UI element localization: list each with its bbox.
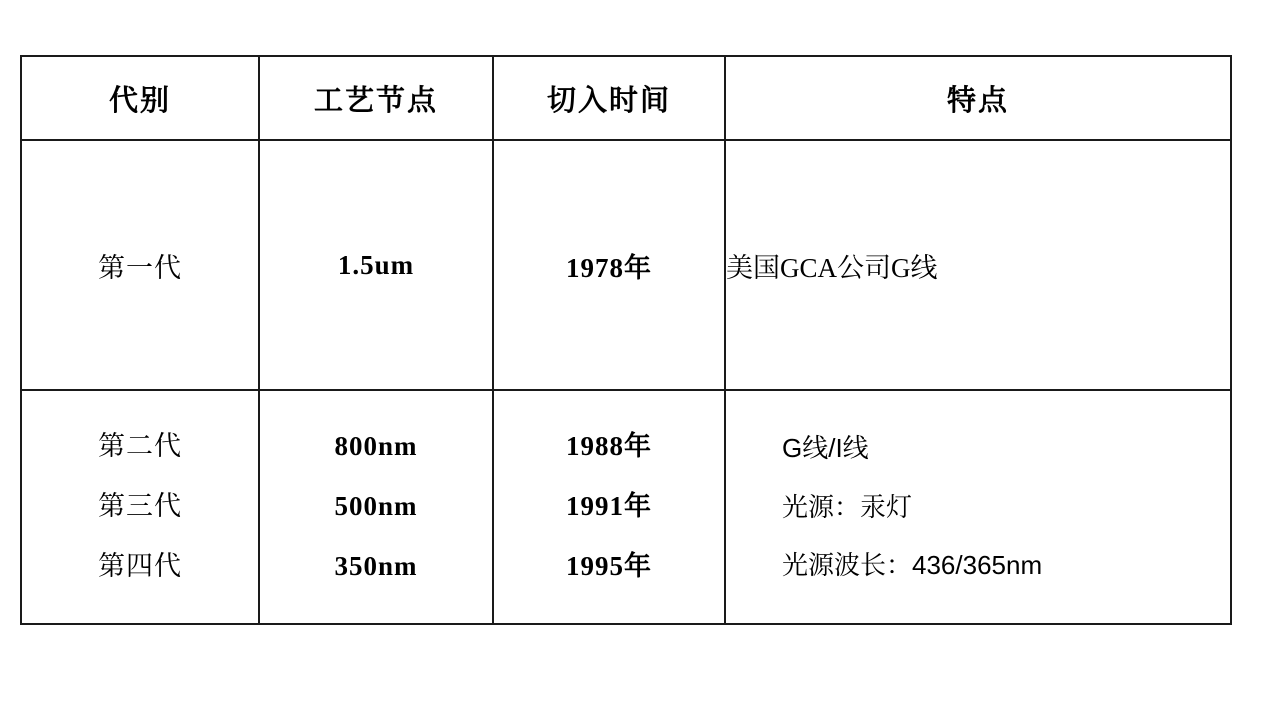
column-header-generation: 代别 — [21, 56, 259, 140]
list-item: 第四代 — [98, 550, 182, 581]
table-header — [21, 56, 1231, 140]
cell-process-node-group — [259, 390, 493, 624]
list-item: 光源：汞灯 — [782, 491, 913, 522]
list-item: 1995年 — [566, 550, 652, 581]
table-row — [21, 390, 1231, 624]
table-header-row — [21, 56, 1231, 140]
column-header-features: 特点 — [725, 56, 1231, 140]
cell-process-node: 1.5um — [259, 140, 493, 390]
lithography-generations-table — [20, 55, 1232, 625]
process-node-list — [260, 391, 492, 623]
column-header-entry-time: 切入时间 — [493, 56, 725, 140]
table-row — [21, 140, 1231, 390]
table-body — [21, 140, 1231, 624]
cell-entry-time: 1978年 — [493, 140, 725, 390]
list-item: 第三代 — [98, 491, 182, 522]
list-item: 1988年 — [566, 431, 652, 462]
entry-time-list — [494, 391, 724, 623]
list-item: 350nm — [334, 550, 418, 581]
list-item: G线/I线 — [782, 433, 869, 464]
cell-features-group — [725, 390, 1231, 624]
generation-list — [22, 391, 258, 623]
list-item: 500nm — [334, 491, 418, 522]
cell-features: 美国GCA公司G线 — [725, 140, 1231, 390]
cell-entry-time-group — [493, 390, 725, 624]
cell-generation-group — [21, 390, 259, 624]
features-list — [726, 391, 1230, 623]
column-header-process-node: 工艺节点 — [259, 56, 493, 140]
list-item: 第二代 — [98, 431, 182, 462]
cell-generation: 第一代 — [21, 140, 259, 390]
list-item: 1991年 — [566, 491, 652, 522]
list-item: 800nm — [334, 431, 418, 462]
list-item: 光源波长：436/365nm — [782, 550, 1043, 581]
